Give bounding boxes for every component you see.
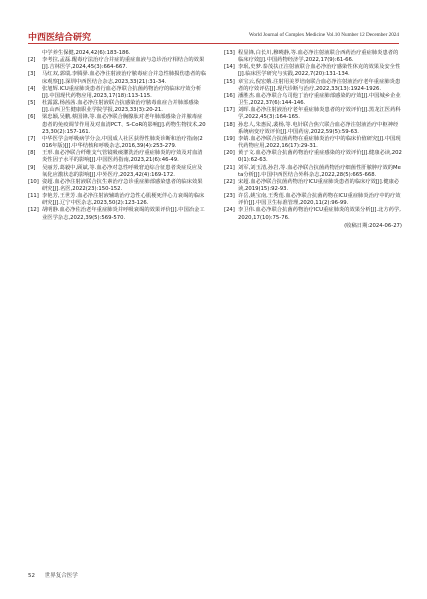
reference-number: [22] (224, 178, 235, 185)
reference-text: 李卫伟.血必净联合抗菌药物治疗ICU重症肺炎的效果分析[J].北方药学,2020,17(10):75-76. (238, 207, 401, 221)
reference-item (28, 207, 206, 221)
page-number: 52 (28, 573, 35, 579)
reference-item (224, 136, 402, 150)
footer-journal-name: 世界复合医学 (44, 573, 78, 579)
reference-number: [10] (28, 178, 39, 185)
reference-item (224, 50, 402, 64)
reference-number: [23] (224, 193, 235, 200)
reference-text: 程显锋,白长川,穆曉静,等.血必净注射液联合西药治疗重症肺炎患者的临床疗效[J].中国药物经济学,2022,17(9):61-66. (238, 50, 399, 64)
reference-text: 姿超.血必净注射液联合抗生素治疗急诊重症肺部感染患者的临床效果研究[J].名医,2022(23):150-152. (42, 178, 203, 192)
reference-text: 许岳,姚宝南,王秀莲.血必净联合抗菌药物在ICU重症肺炎治疗中的疗效评价[J].中国卫生标准管理,2020,11(2):96-99. (238, 193, 401, 207)
reference-text: 刘晖.血必净注射液治疗老年重症肺炎患者的疗效评价[J].黑龙江医药科学,2022,45(3):164-165. (238, 107, 401, 121)
reference-number: [21] (224, 164, 235, 171)
reference-item (28, 136, 206, 150)
reference-item (224, 165, 402, 179)
reference-item (224, 79, 402, 93)
reference-number: [14] (224, 64, 235, 71)
reference-item (224, 150, 402, 164)
reference-number: [4] (28, 85, 36, 92)
header-divider (28, 43, 399, 44)
reference-text: 章宝云,倪宏娥.注射用美罗培南联合血必净注射液治疗老年重症肺炎患者的疗效评估[J].现代诊断与治疗,2022,33(13):1924-1926. (238, 78, 401, 92)
reference-number: [7] (28, 135, 36, 142)
reference-number: [13] (224, 50, 235, 56)
reference-text: 梁忠颖,吴鹏,蔡国锋,等.血必净联合胸腺肽对老年肺部感染合并脓毒症患者的免疫调节作用及对血清PCT、S-CoR的影响[J].药物生物技术,2023,30(2):157-161. (42, 114, 206, 135)
reference-item (28, 71, 206, 85)
reference-item (28, 57, 206, 71)
reference-item (224, 179, 402, 193)
reference-item (28, 165, 206, 179)
reference-text: 李婧.血必净联合抗菌药物在重症肺炎治疗中的临床价值研究[J].中国现代药物应用,2022,16(17):29-31. (238, 135, 401, 150)
reference-number: [11] (28, 193, 39, 200)
reference-item (28, 193, 206, 207)
reference-item (224, 207, 402, 221)
reference-text: 李艳芳,王世芳.血必净注射液辅助治疗急性心肌梗死伴心力衰竭的临床研究[J].辽宁中医杂志,2023,50(2):123-126. (42, 193, 205, 207)
reference-number: [12] (28, 207, 39, 214)
reference-text: 中学养生保健,2024,42(6):183-186. (42, 50, 131, 56)
reference-item (224, 64, 402, 78)
reference-number: [3] (28, 71, 36, 78)
reference-number: [18] (224, 121, 235, 128)
reference-text: 孙忠人,朱惠民,裴杨,等.电针联合焦穴联合血必净注射液治疗中枢神经系统病变疗效评价[J].中国药房,2022,59(5):59-63. (238, 121, 399, 135)
reference-column-left (28, 50, 206, 222)
reference-item (28, 86, 206, 100)
reference-text: 马红双,郭瑞,李腾驿.血必净注射液治疗脓毒症合并急性肺损伤患者的临床观察[J].深圳中西医结合杂志,2023,33(21):31-34. (42, 71, 206, 85)
reference-item (28, 114, 206, 135)
reference-number: [5] (28, 100, 36, 107)
reference-column-right (224, 50, 402, 230)
reference-number: [6] (28, 114, 36, 121)
journal-title-en: World Journal of Complex Medicine Vol.10 Number 12 December 2024 (248, 32, 399, 38)
reference-text: 张旭辉.ICU重症肺炎患者行血必净联合抗菌药物治疗的临床疗效分析[J].中国现代药物应用,2023,17(18):113-115. (42, 85, 202, 99)
reference-text: 李考拉,孟磊.醒毒疗法治疗合并症的重症血液与急诊治疗相结合的效果[J].吉林医学,2024,45(3):664-667. (42, 57, 205, 71)
journal-title-cn: 中西医结合研究 (28, 33, 92, 43)
reference-text: 潘胜杰.血必净联合乌司他丁治疗重症肺部感染的疗效[J].中国城乡企业卫生,2022,37(6):144-146. (238, 92, 401, 107)
page-footer (28, 571, 78, 579)
reference-text: 宋超.血必净联合抗菌药物治疗ICU重症肺炎患者的临床疗效[J].健康必读,2019(15):92-93. (238, 178, 400, 192)
reference-text: 王形.血必净联合纤维支气管镜吸痰灌洗治疗重症肺炎的疗效及对血清炎性因子水平的影响[J].中国医药指南,2023,21(6):46-49. (42, 150, 203, 164)
reference-number: [8] (28, 150, 36, 157)
reference-number: [20] (224, 150, 235, 157)
reference-text: 刘军,刘玉清,孙岩,等.血必净联合抗菌药物治疗细菌性肝脓肿疗效的Meta分析[J].中国中西医结合外科杂志,2022,28(5):665-668. (238, 164, 401, 178)
reference-item (224, 93, 402, 107)
reference-number: [15] (224, 78, 235, 85)
reference-number: [24] (224, 207, 235, 214)
reference-number: [19] (224, 135, 235, 142)
reference-number: [17] (224, 107, 235, 114)
reference-text: 吴丽芳,葛毅中,顾斌,等.血必净对急性呼吸窘迫综合征患者炎症反应及氧化应激状态的影响[J].中外医疗,2023,42(4):169-172. (42, 164, 203, 178)
reference-item (224, 107, 402, 121)
reference-item (224, 122, 402, 136)
reference-text: 杜露露,杨茜茜.血必净注射液联合抗感染治疗脓毒血症合并肺部感染[J].山西卫生健康职业学院学报,2023,33(3):20-21. (42, 100, 199, 114)
reference-number: [16] (224, 92, 235, 99)
reference-item (28, 100, 206, 114)
reference-text: 胡明静.血必净佐治老年重症肺炎并呼吸衰竭的效果评价[J].中国冶金工业医学杂志,2022,39(5):569-570. (42, 207, 205, 221)
reference-text: 黄子文.血必净联合抗菌药物治疗重症感染的疗效评价[J].健康必读,2020(1):62-63. (238, 150, 402, 164)
reference-item (224, 193, 402, 207)
reference-item (28, 150, 206, 164)
reference-text: 李珉,史梦.泰茂扶正注射液联合血必净治疗感染性休克的效果及安全性[J].临床医学研究与实践,2022,7(20):131-134. (238, 64, 401, 78)
reference-text: 中华医学会呼吸病学分会,中国成人社区获得性肺炎诊断和治疗指南(2016年版)[J].中华结核和呼吸杂志,2016,39(4):253-279. (42, 135, 203, 150)
received-date: (收稿日期:2024-06-27) (344, 222, 402, 229)
reference-number: [2] (28, 57, 36, 64)
reference-item (28, 179, 206, 193)
reference-number: [9] (28, 164, 36, 171)
